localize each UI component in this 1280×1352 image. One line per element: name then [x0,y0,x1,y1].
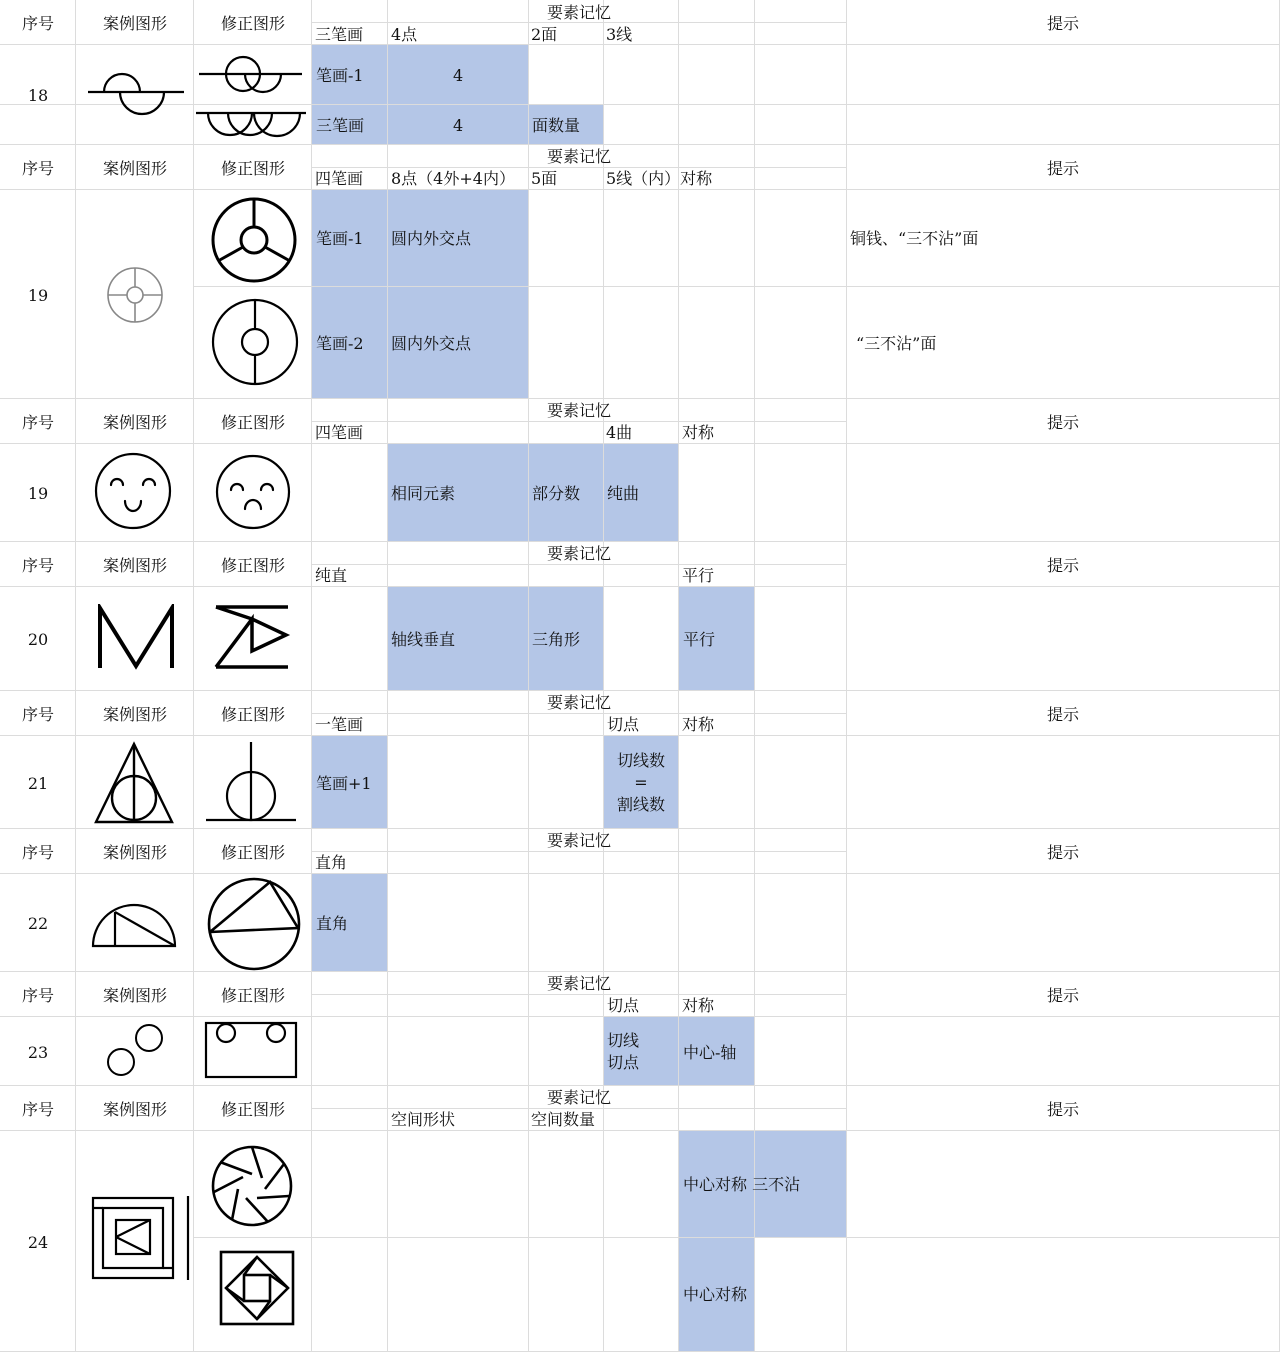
corrected-figure-22 [205,876,303,972]
memory-cell: 切线数 [616,751,666,770]
corrected-figure-24b [218,1249,296,1327]
header-element-memory: 要素记忆 [546,974,612,993]
header-element-memory: 要素记忆 [546,693,612,712]
header-hint: 提示 [1046,556,1080,575]
header-corrected-figure: 修正图形 [220,14,286,33]
memory-cell: 4 [453,66,464,85]
header-seq: 序号 [21,413,55,432]
header-case-figure: 案例图形 [102,413,168,432]
sub-header-cell: 四笔画 [315,169,364,188]
memory-cell: 面数量 [532,116,581,135]
memory-cell: 笔画-1 [316,229,364,248]
row-seq: 22 [27,914,49,933]
memory-cell: 中心对称 [683,1285,748,1304]
header-case-figure: 案例图形 [102,705,168,724]
sub-header-cell: 2面 [531,25,558,44]
corrected-figure-18a [197,52,305,96]
row-seq: 24 [27,1233,49,1252]
sub-header-cell: 5面 [531,169,558,188]
memory-cell: 轴线垂直 [391,630,456,649]
header-hint: 提示 [1046,413,1080,432]
sub-header-cell: 纯直 [315,566,348,585]
sub-header-cell: 四笔画 [315,423,364,442]
memory-cell: 切线 [607,1031,640,1050]
header-element-memory: 要素记忆 [546,831,612,850]
case-figure-23 [104,1022,166,1080]
header-hint: 提示 [1046,843,1080,862]
row-seq: 19 [27,286,49,305]
memory-cell: 三角形 [532,630,581,649]
header-hint: 提示 [1046,705,1080,724]
header-corrected-figure: 修正图形 [220,843,286,862]
hint-cell: 铜钱、“三不沾”面 [850,229,979,248]
header-hint: 提示 [1046,986,1080,1005]
header-corrected-figure: 修正图形 [220,413,286,432]
memory-cell: 笔画+1 [316,774,372,793]
memory-cell: 中心对称 三不沾 [683,1175,801,1194]
header-corrected-figure: 修正图形 [220,1100,286,1119]
sub-header-cell: 对称 [682,996,715,1015]
sub-header-cell: 5线（内）对称 [606,169,713,188]
header-element-memory: 要素记忆 [546,401,612,420]
memory-cell: 切点 [607,1053,640,1072]
memory-cell: 圆内外交点 [391,334,472,353]
sub-header-cell: 3线 [606,25,633,44]
header-element-memory: 要素记忆 [546,3,612,22]
header-element-memory: 要素记忆 [546,147,612,166]
sub-header-cell: 空间数量 [531,1110,596,1129]
memory-cell: 圆内外交点 [391,229,472,248]
sub-header-cell: 4点 [391,25,418,44]
header-case-figure: 案例图形 [102,14,168,33]
corrected-figure-19a [210,196,298,284]
highlight-cell [312,190,528,398]
memory-cell: 笔画-1 [316,66,364,85]
header-seq: 序号 [21,159,55,178]
corrected-figure-20 [212,603,292,671]
sub-header-cell: 对称 [682,715,715,734]
header-case-figure: 案例图形 [102,159,168,178]
row-seq: 23 [27,1043,49,1062]
header-hint: 提示 [1046,1100,1080,1119]
corrected-figure-face [214,453,292,531]
header-corrected-figure: 修正图形 [220,986,286,1005]
memory-cell: 4 [453,116,464,135]
row-seq: 20 [27,630,49,649]
memory-cell: 三笔画 [316,116,365,135]
corrected-figure-24a [210,1144,294,1228]
case-figure-24 [90,1194,190,1282]
sub-header-cell: 直角 [315,853,348,872]
corrected-figure-18b [194,108,308,144]
case-figure-m [96,604,176,670]
corrected-figure-21 [204,740,298,826]
sub-header-cell: 平行 [682,566,715,585]
sub-header-cell: 切点 [607,715,640,734]
memory-cell: 直角 [316,914,349,933]
header-hint: 提示 [1046,14,1080,33]
corrected-figure-19b [210,297,300,387]
corrected-figure-23 [204,1020,298,1080]
header-corrected-figure: 修正图形 [220,159,286,178]
header-element-memory: 要素记忆 [546,544,612,563]
header-seq: 序号 [21,705,55,724]
sub-header-cell: 4曲 [606,423,633,442]
case-figure-18 [86,64,186,120]
header-case-figure: 案例图形 [102,1100,168,1119]
memory-cell: 部分数 [532,484,581,503]
header-seq: 序号 [21,1100,55,1119]
memory-cell: 割线数 [616,795,666,814]
header-case-figure: 案例图形 [102,986,168,1005]
memory-cell: 平行 [683,630,716,649]
memory-cell: = [634,773,648,792]
row-seq: 18 [27,86,49,105]
header-seq: 序号 [21,843,55,862]
header-seq: 序号 [21,556,55,575]
case-figure-22 [90,902,178,950]
sub-header-cell: 三笔画 [315,25,364,44]
header-corrected-figure: 修正图形 [220,705,286,724]
sub-header-cell: 切点 [607,996,640,1015]
header-corrected-figure: 修正图形 [220,556,286,575]
row-seq: 21 [27,774,49,793]
memory-cell: 中心-轴 [683,1043,737,1062]
row-seq: 19 [27,484,49,503]
header-seq: 序号 [21,14,55,33]
header-case-figure: 案例图形 [102,556,168,575]
case-figure-19 [105,265,165,325]
sub-header-cell: 8点（4外+4内） [391,169,515,188]
sub-header-cell: 对称 [682,423,715,442]
hint-cell: “三不沾”面 [856,334,937,353]
memory-cell: 相同元素 [391,484,456,503]
header-element-memory: 要素记忆 [546,1088,612,1107]
memory-cell: 纯曲 [607,484,640,503]
header-case-figure: 案例图形 [102,843,168,862]
header-hint: 提示 [1046,159,1080,178]
memory-cell: 笔画-2 [316,334,364,353]
case-figure-smiley [93,451,173,531]
sub-header-cell: 空间形状 [391,1110,456,1129]
header-seq: 序号 [21,986,55,1005]
case-figure-21 [92,740,176,826]
sub-header-cell: 一笔画 [315,715,364,734]
